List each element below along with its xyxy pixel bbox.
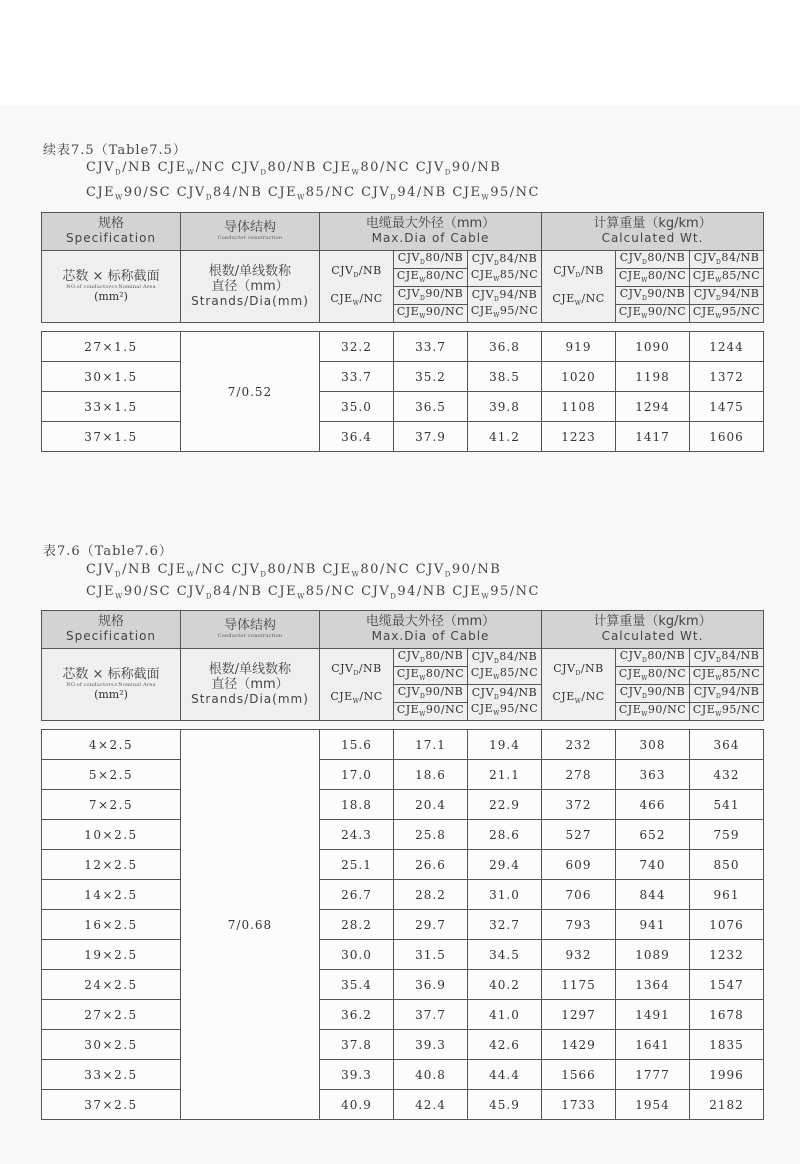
- header-model-90-wt: $CJV_D90/NB$: [616, 685, 690, 703]
- header-model-90-nc-wt: $CJE_W90/NC$: [616, 703, 690, 721]
- spec-cell: 30×1.5: [42, 362, 181, 392]
- dia-cell: 36.8: [468, 332, 542, 362]
- wt-cell: 609: [542, 850, 616, 880]
- dia-cell: 31.0: [468, 880, 542, 910]
- wt-cell: 364: [690, 730, 764, 760]
- dia-cell: 40.2: [468, 970, 542, 1000]
- header-strands-dia: 根数/单线数称 直径（mm） Strands/Dia(mm): [181, 649, 320, 721]
- header-model-90-nc-wt: $CJE_W90/NC$: [616, 305, 690, 323]
- dia-cell: 37.8: [320, 1030, 394, 1060]
- spec-cell: 12×2.5: [42, 850, 181, 880]
- dia-cell: 28.2: [394, 880, 468, 910]
- wt-cell: 1089: [616, 940, 690, 970]
- header-strands-dia: 根数/单线数称 直径（mm） Strands/Dia(mm): [181, 251, 320, 323]
- table-row: [42, 1060, 764, 1090]
- table-row: [42, 1090, 764, 1120]
- wt-cell: 740: [616, 850, 690, 880]
- header-model-94: $CJV_D94/NB$ $CJE_W95/NC$: [468, 685, 542, 721]
- wt-cell: 1429: [542, 1030, 616, 1060]
- dia-cell: 36.9: [394, 970, 468, 1000]
- dia-cell: 37.9: [394, 422, 468, 452]
- wt-cell: 1020: [542, 362, 616, 392]
- wt-cell: 1244: [690, 332, 764, 362]
- wt-cell: 363: [616, 760, 690, 790]
- dia-cell: 38.5: [468, 362, 542, 392]
- wt-cell: 1475: [690, 392, 764, 422]
- spec-cell: 5×2.5: [42, 760, 181, 790]
- header-model-80: $CJV_D80/NB$: [394, 251, 468, 269]
- dia-cell: 33.7: [394, 332, 468, 362]
- header-model-84-wt: $CJV_D84/NB$: [690, 251, 764, 269]
- wt-cell: 1547: [690, 970, 764, 1000]
- wt-cell: 961: [690, 880, 764, 910]
- table-row: [42, 790, 764, 820]
- spec-cell: 24×2.5: [42, 970, 181, 1000]
- wt-cell: 1294: [616, 392, 690, 422]
- table-row: [42, 332, 764, 362]
- table-row: [42, 940, 764, 970]
- header-cores-area: 芯数 × 标称截面 NO.of conductors×Nominal Area (mm²): [42, 251, 181, 323]
- header-conductor: 导体结构 Conductor construction: [181, 611, 320, 649]
- model-list-line-1: $CJV_D/NB$ $CJE_W/NC$ $CJV_D80/NB$ $CJE_W80/NC$ $CJV_D90/NB$: [86, 562, 502, 579]
- spec-cell: 16×2.5: [42, 910, 181, 940]
- wt-cell: 1641: [616, 1030, 690, 1060]
- model-list-line-2: $CJE_W90/SC$ $CJV_D84/NB$ $CJE_W85/NC$ $CJV_D94/NB$ $CJE_W95/NC$: [86, 584, 540, 601]
- wt-cell: 432: [690, 760, 764, 790]
- table-row: [42, 1000, 764, 1030]
- table-row: [42, 760, 764, 790]
- wt-cell: 1076: [690, 910, 764, 940]
- wt-cell: 541: [690, 790, 764, 820]
- wt-cell: 1297: [542, 1000, 616, 1030]
- table-row: [42, 820, 764, 850]
- header-model-90-nc: $CJE_W90/NC$: [394, 305, 468, 323]
- wt-cell: 1198: [616, 362, 690, 392]
- wt-cell: 372: [542, 790, 616, 820]
- header-model-80-wt: $CJV_D80/NB$: [616, 649, 690, 667]
- wt-cell: 941: [616, 910, 690, 940]
- dia-cell: 36.4: [320, 422, 394, 452]
- dia-cell: 41.0: [468, 1000, 542, 1030]
- spec-cell: 27×2.5: [42, 1000, 181, 1030]
- table-caption: 续表7.5（Table7.5）: [43, 143, 187, 158]
- wt-cell: 706: [542, 880, 616, 910]
- dia-cell: 22.9: [468, 790, 542, 820]
- wt-cell: 232: [542, 730, 616, 760]
- header-model-80-nc: $CJE_W80/NC$: [394, 667, 468, 685]
- spec-cell: 7×2.5: [42, 790, 181, 820]
- spec-cell: 27×1.5: [42, 332, 181, 362]
- dia-cell: 17.0: [320, 760, 394, 790]
- wt-cell: 1372: [690, 362, 764, 392]
- dia-cell: 24.3: [320, 820, 394, 850]
- dia-cell: 18.8: [320, 790, 394, 820]
- dia-cell: 26.7: [320, 880, 394, 910]
- wt-cell: 1491: [616, 1000, 690, 1030]
- dia-cell: 42.6: [468, 1030, 542, 1060]
- header-conductor: 导体结构 Conductor construction: [181, 213, 320, 251]
- header-model-basic-wt: $CJV_D/NB$ $CJE_W/NC$: [542, 649, 616, 721]
- wt-cell: 466: [616, 790, 690, 820]
- dia-cell: 29.7: [394, 910, 468, 940]
- table-row: [42, 730, 764, 760]
- wt-cell: 850: [690, 850, 764, 880]
- header-model-94-wt: $CJV_D94/NB$: [690, 685, 764, 703]
- table-row: [42, 422, 764, 452]
- wt-cell: 1090: [616, 332, 690, 362]
- header-model-90-wt: $CJV_D90/NB$: [616, 287, 690, 305]
- dia-cell: 40.8: [394, 1060, 468, 1090]
- wt-cell: 1175: [542, 970, 616, 1000]
- spec-cell: 33×1.5: [42, 392, 181, 422]
- dia-cell: 32.2: [320, 332, 394, 362]
- dia-cell: 28.6: [468, 820, 542, 850]
- header-model-basic-dia: $CJV_D/NB$ $CJE_W/NC$: [320, 251, 394, 323]
- wt-cell: 1733: [542, 1090, 616, 1120]
- wt-cell: 2182: [690, 1090, 764, 1120]
- header-model-94: $CJV_D94/NB$ $CJE_W95/NC$: [468, 287, 542, 323]
- table-row: [42, 392, 764, 422]
- wt-cell: 1566: [542, 1060, 616, 1090]
- table-row: [42, 970, 764, 1000]
- header-max-dia: 电缆最大外径（mm） Max.Dia of Cable: [320, 611, 542, 649]
- dia-cell: 25.1: [320, 850, 394, 880]
- table-row: [42, 880, 764, 910]
- table-row: [42, 850, 764, 880]
- wt-cell: 1835: [690, 1030, 764, 1060]
- dia-cell: 39.3: [394, 1030, 468, 1060]
- header-model-90: $CJV_D90/NB$: [394, 287, 468, 305]
- table-header: [41, 212, 764, 323]
- strands-cell: 7/0.52: [181, 332, 320, 452]
- table-caption: 表7.6（Table7.6）: [43, 544, 173, 559]
- wt-cell: 759: [690, 820, 764, 850]
- dia-cell: 40.9: [320, 1090, 394, 1120]
- header-calculated-wt: 计算重量（kg/km） Calculated Wt.: [542, 611, 764, 649]
- header-model-84-wt: $CJV_D84/NB$: [690, 649, 764, 667]
- dia-cell: 32.7: [468, 910, 542, 940]
- header-model-95-nc-wt: $CJE_W95/NC$: [690, 703, 764, 721]
- wt-cell: 1364: [616, 970, 690, 1000]
- table-row: [42, 362, 764, 392]
- wt-cell: 793: [542, 910, 616, 940]
- wt-cell: 1777: [616, 1060, 690, 1090]
- wt-cell: 1232: [690, 940, 764, 970]
- table-row: [42, 910, 764, 940]
- spec-cell: 10×2.5: [42, 820, 181, 850]
- top-margin: [0, 0, 800, 105]
- model-list-line-2: $CJE_W90/SC$ $CJV_D84/NB$ $CJE_W85/NC$ $CJV_D94/NB$ $CJE_W95/NC$: [86, 185, 540, 202]
- header-model-85-nc-wt: $CJE_W85/NC$: [690, 667, 764, 685]
- dia-cell: 34.5: [468, 940, 542, 970]
- spec-cell: 33×2.5: [42, 1060, 181, 1090]
- wt-cell: 932: [542, 940, 616, 970]
- dia-cell: 17.1: [394, 730, 468, 760]
- dia-cell: 19.4: [468, 730, 542, 760]
- dia-cell: 31.5: [394, 940, 468, 970]
- data-table: [41, 331, 764, 452]
- wt-cell: 919: [542, 332, 616, 362]
- header-model-85-nc-wt: $CJE_W85/NC$: [690, 269, 764, 287]
- dia-cell: 36.5: [394, 392, 468, 422]
- wt-cell: 1996: [690, 1060, 764, 1090]
- dia-cell: 33.7: [320, 362, 394, 392]
- data-table: [41, 729, 764, 1120]
- dia-cell: 39.8: [468, 392, 542, 422]
- header-model-90: $CJV_D90/NB$: [394, 685, 468, 703]
- dia-cell: 35.2: [394, 362, 468, 392]
- dia-cell: 39.3: [320, 1060, 394, 1090]
- header-model-84: $CJV_D84/NB$ $CJE_W85/NC$: [468, 251, 542, 287]
- header-max-dia: 电缆最大外径（mm） Max.Dia of Cable: [320, 213, 542, 251]
- spec-cell: 37×1.5: [42, 422, 181, 452]
- wt-cell: 1417: [616, 422, 690, 452]
- spec-cell: 37×2.5: [42, 1090, 181, 1120]
- header-model-80-wt: $CJV_D80/NB$: [616, 251, 690, 269]
- spec-cell: 19×2.5: [42, 940, 181, 970]
- dia-cell: 35.4: [320, 970, 394, 1000]
- header-model-94-wt: $CJV_D94/NB$: [690, 287, 764, 305]
- dia-cell: 18.6: [394, 760, 468, 790]
- dia-cell: 21.1: [468, 760, 542, 790]
- strands-cell: 7/0.68: [181, 730, 320, 1120]
- header-model-80: $CJV_D80/NB$: [394, 649, 468, 667]
- dia-cell: 20.4: [394, 790, 468, 820]
- wt-cell: 527: [542, 820, 616, 850]
- header-model-basic-wt: $CJV_D/NB$ $CJE_W/NC$: [542, 251, 616, 323]
- dia-cell: 42.4: [394, 1090, 468, 1120]
- header-specification: 规格 Specification: [42, 213, 181, 251]
- wt-cell: 278: [542, 760, 616, 790]
- dia-cell: 15.6: [320, 730, 394, 760]
- dia-cell: 26.6: [394, 850, 468, 880]
- dia-cell: 41.2: [468, 422, 542, 452]
- dia-cell: 30.0: [320, 940, 394, 970]
- dia-cell: 25.8: [394, 820, 468, 850]
- header-specification: 规格 Specification: [42, 611, 181, 649]
- dia-cell: 44.4: [468, 1060, 542, 1090]
- wt-cell: 308: [616, 730, 690, 760]
- dia-cell: 37.7: [394, 1000, 468, 1030]
- wt-cell: 1954: [616, 1090, 690, 1120]
- wt-cell: 652: [616, 820, 690, 850]
- wt-cell: 1223: [542, 422, 616, 452]
- wt-cell: 844: [616, 880, 690, 910]
- header-model-basic-dia: $CJV_D/NB$ $CJE_W/NC$: [320, 649, 394, 721]
- header-calculated-wt: 计算重量（kg/km） Calculated Wt.: [542, 213, 764, 251]
- table-header: [41, 610, 764, 721]
- header-model-95-nc-wt: $CJE_W95/NC$: [690, 305, 764, 323]
- header-model-80-nc-wt: $CJE_W80/NC$: [616, 667, 690, 685]
- header-model-90-nc: $CJE_W90/NC$: [394, 703, 468, 721]
- header-model-84: $CJV_D84/NB$ $CJE_W85/NC$: [468, 649, 542, 685]
- header-model-80-nc-wt: $CJE_W80/NC$: [616, 269, 690, 287]
- spec-cell: 30×2.5: [42, 1030, 181, 1060]
- wt-cell: 1678: [690, 1000, 764, 1030]
- dia-cell: 35.0: [320, 392, 394, 422]
- spec-cell: 14×2.5: [42, 880, 181, 910]
- dia-cell: 28.2: [320, 910, 394, 940]
- spec-cell: 4×2.5: [42, 730, 181, 760]
- dia-cell: 45.9: [468, 1090, 542, 1120]
- dia-cell: 36.2: [320, 1000, 394, 1030]
- dia-cell: 29.4: [468, 850, 542, 880]
- model-list-line-1: $CJV_D/NB$ $CJE_W/NC$ $CJV_D80/NB$ $CJE_W80/NC$ $CJV_D90/NB$: [86, 160, 502, 177]
- wt-cell: 1108: [542, 392, 616, 422]
- header-model-80-nc: $CJE_W80/NC$: [394, 269, 468, 287]
- table-row: [42, 1030, 764, 1060]
- wt-cell: 1606: [690, 422, 764, 452]
- header-cores-area: 芯数 × 标称截面 NO.of conductors×Nominal Area (mm²): [42, 649, 181, 721]
